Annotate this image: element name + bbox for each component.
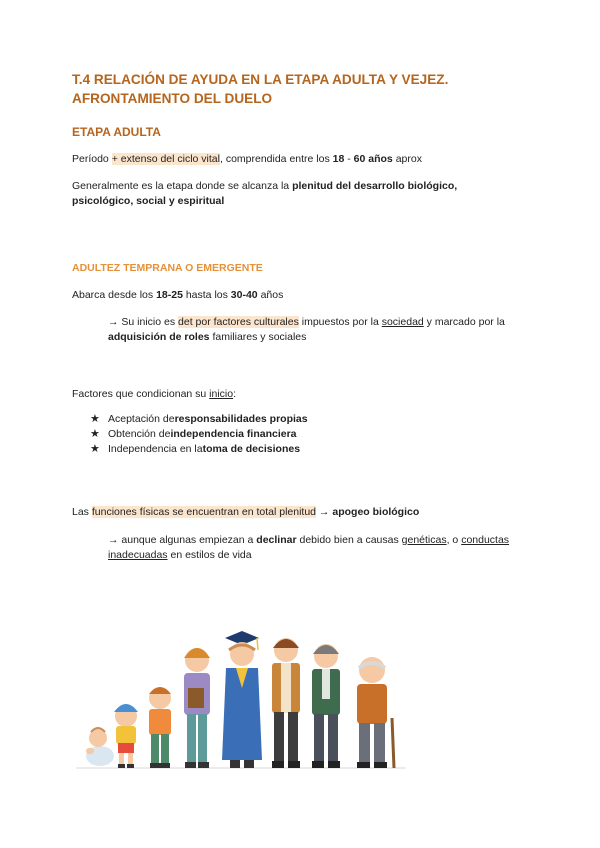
adult-figure [272,638,300,768]
text: y marcado por la [423,316,505,328]
star-bullet-icon: ★ [90,443,100,455]
bold-text: toma de decisiones [202,443,301,455]
text: Generalmente es la etapa donde se alcanza la [72,180,293,192]
text: en estilos de vida [167,549,252,561]
bold-text: plenitud del desarrollo biológico, psicológico, social y espiritual [72,180,458,207]
list-item [90,412,308,427]
text: hasta los [182,289,231,301]
baby-figure [86,728,114,766]
elderly-figure [357,657,394,768]
middle-aged-figure [312,644,340,768]
paragraph-declinar [108,533,528,563]
bold-text: 60 años [353,153,393,165]
text: → Su inicio es [108,316,179,328]
teen-figure [184,648,210,768]
text: familiares y sociales [209,331,307,343]
graduate-figure [222,631,262,768]
paragraph-factores [72,387,236,402]
text: debido bien a causas [296,534,402,546]
underline-text: genéticas [401,534,447,546]
list-item [90,427,308,442]
text: → aunque algunas empiezan a [108,534,257,546]
text: impuestos por la [298,316,382,328]
text: Período [72,153,112,165]
underline-text: conductas inadecuadas [108,534,510,561]
text: años [257,289,284,301]
highlight-text: + extenso del ciclo vital [111,153,220,165]
text: Factores que condicionan su [72,388,210,400]
list-item [90,442,308,457]
bold-text: 18 [332,153,345,165]
underline-text: sociedad [381,316,424,328]
toddler-figure [114,704,138,768]
text: , comprendida entre los [219,153,333,165]
bold-text: apogeo biológico [332,506,420,518]
bold-text: adquisición de roles [108,331,210,343]
underline-text: inicio [209,388,234,400]
text: Aceptación de [108,413,175,425]
text: Las [72,506,92,518]
text: : [233,388,237,400]
text: → [316,506,333,518]
section-title: ETAPA ADULTA [72,125,161,139]
text: aprox [392,153,422,165]
paragraph-abarca [72,288,283,303]
paragraph-inicio [108,315,533,345]
bold-text: independencia financiera [170,428,297,440]
paragraph-periodo [72,152,422,167]
highlight-text: funciones físicas se encuentran en total plenitud [91,506,317,518]
text: Independencia en la [108,443,203,455]
star-bullet-icon: ★ [90,413,100,425]
text: Abarca desde los [72,289,157,301]
paragraph-generalmente [72,179,512,209]
factors-list [90,412,308,457]
bold-text: 18-25 [156,289,183,301]
text: Obtención de [108,428,171,440]
bold-text: 30-40 [230,289,258,301]
bold-text: responsabilidades propias [174,413,308,425]
child-figure [149,687,171,768]
star-bullet-icon: ★ [90,428,100,440]
text: - [344,153,354,165]
paragraph-funciones [72,505,419,520]
bold-text: declinar [256,534,297,546]
document-title: T.4 RELACIÓN DE AYUDA EN LA ETAPA ADULTA Y VEJEZ. AFRONTAMIENTO DEL DUELO [72,72,449,106]
text: , o [446,534,462,546]
subsection-title: ADULTEZ TEMPRANA O EMERGENTE [72,262,263,274]
life-stages-illustration [76,628,406,772]
highlight-text: det por factores culturales [178,316,299,328]
